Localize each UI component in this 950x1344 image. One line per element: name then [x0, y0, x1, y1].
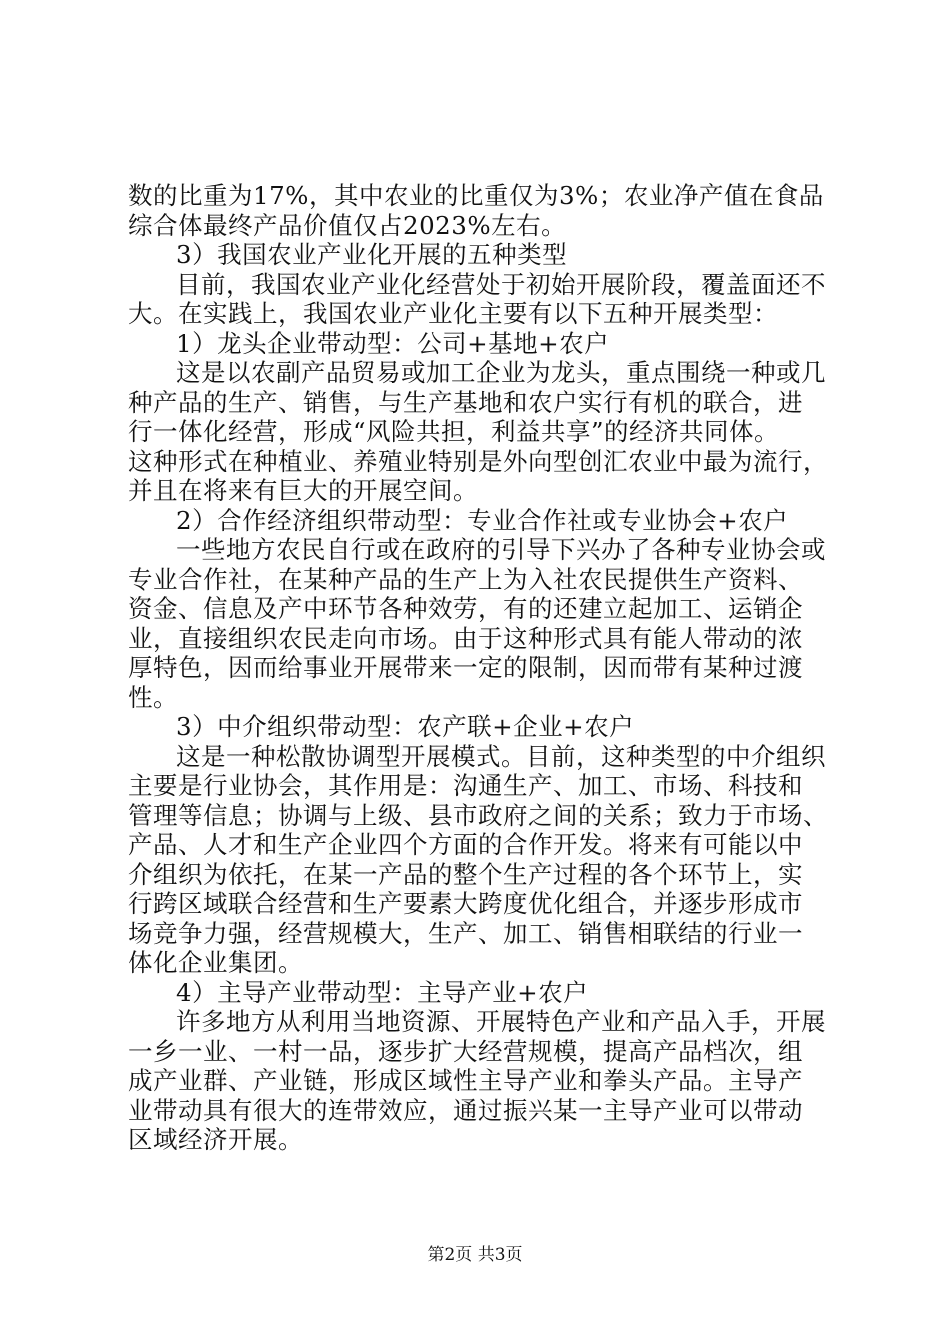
text-line: 管理等信息；协调与上级、县市政府之间的关系；致力于市场、	[128, 801, 828, 830]
subsection-heading: 3）中介组织带动型：农产联+企业+农户	[176, 712, 635, 741]
text-line: 厚特色，因而给事业开展带来一定的限制，因而带有某种过渡	[128, 653, 803, 682]
section-heading: 3）我国农业产业化开展的五种类型	[176, 240, 568, 269]
text-line: 大。在实践上，我国农业产业化主要有以下五种开展类型：	[128, 299, 778, 328]
text-line: 行跨区域联合经营和生产要素大跨度优化组合，并逐步形成市	[128, 889, 803, 918]
page-footer: 第2页 共3页	[427, 1245, 523, 1265]
subsection-heading: 1）龙头企业带动型：公司+基地+农户	[176, 329, 610, 358]
text-line: 业带动具有很大的连带效应，通过振兴某一主导产业可以带动	[128, 1096, 803, 1125]
text-line: 行一体化经营，形成“风险共担，利益共享”的经济共同体。	[128, 417, 780, 446]
text-line: 场竞争力强，经营规模大，生产、加工、销售相联结的行业一	[128, 919, 803, 948]
text-line: 这是一种松散协调型开展模式。目前，这种类型的中介组织	[176, 742, 826, 771]
text-line: 区域经济开展。	[128, 1125, 303, 1154]
text-line: 目前，我国农业产业化经营处于初始开展阶段，覆盖面还不	[176, 270, 826, 299]
text-line: 体化企业集团。	[128, 948, 303, 977]
subsection-heading: 2）合作经济组织带动型：专业合作社或专业协会+农户	[176, 506, 789, 535]
text-line: 一乡一业、一村一品，逐步扩大经营规模，提高产品档次，组	[128, 1037, 803, 1066]
text-line: 这种形式在种植业、养殖业特别是外向型创汇农业中最为流行，	[128, 447, 828, 476]
text-line: 产品、人才和生产企业四个方面的合作开发。将来有可能以中	[128, 830, 803, 859]
text-line: 种产品的生产、销售，与生产基地和农户实行有机的联合，进	[128, 388, 803, 417]
text-line: 成产业群、产业链，形成区域性主导产业和拳头产品。主导产	[128, 1066, 803, 1095]
text-line: 综合体最终产品价值仅占2023%左右。	[128, 211, 567, 240]
text-line: 主要是行业协会，其作用是：沟通生产、加工、市场、科技和	[128, 771, 803, 800]
text-line: 专业合作社，在某种产品的生产上为入社农民提供生产资料、	[128, 565, 803, 594]
text-line: 并且在将来有巨大的开展空间。	[128, 476, 478, 505]
subsection-heading: 4）主导产业带动型：主导产业+农户	[176, 978, 589, 1007]
text-line: 业，直接组织农民走向市场。由于这种形式具有能人带动的浓	[128, 624, 803, 653]
text-line: 性。	[128, 683, 178, 712]
text-line: 许多地方从利用当地资源、开展特色产业和产品入手，开展	[176, 1007, 826, 1036]
text-line: 一些地方农民自行或在政府的引导下兴办了各种专业协会或	[176, 535, 826, 564]
text-line: 数的比重为17%，其中农业的比重仅为3%；农业净产值在食品	[128, 181, 824, 210]
text-line: 介组织为依托，在某一产品的整个生产过程的各个环节上，实	[128, 860, 803, 889]
text-line: 资金、信息及产中环节各种效劳，有的还建立起加工、运销企	[128, 594, 803, 623]
text-line: 这是以农副产品贸易或加工企业为龙头，重点围绕一种或几	[176, 358, 826, 387]
